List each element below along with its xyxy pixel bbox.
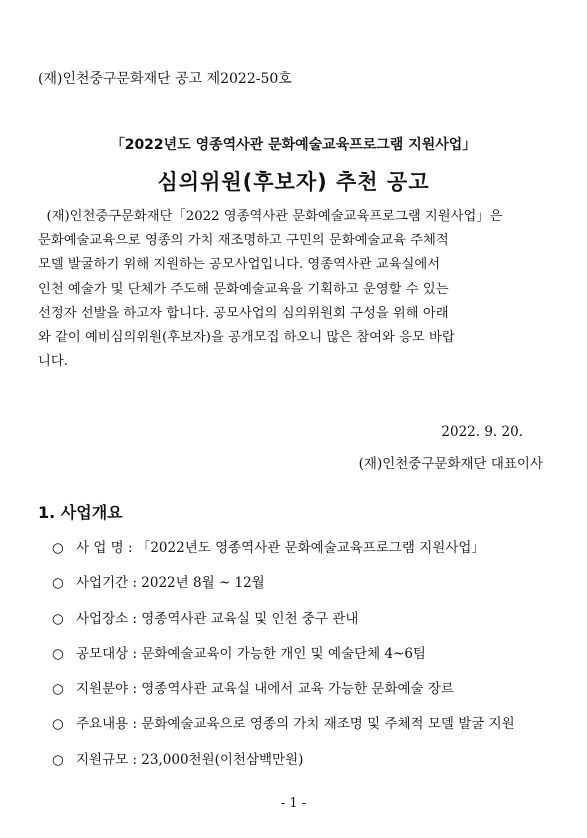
body-line: 와 같이 예비심의위원(후보자)을 공개모집 하오니 많은 참여와 응모 바랍 <box>38 329 455 345</box>
body-line: 문화예술교육으로 영종의 가치 재조명하고 구민의 문화예술교육 주체적 <box>38 233 449 249</box>
document-title: 심의위원(후보자) 추천 공고 <box>157 170 430 194</box>
section-heading: 1. 사업개요 <box>38 503 123 522</box>
list-item-text: 사업기간 : 2022년 8월 ~ 12월 <box>76 575 265 592</box>
body-line: 인천 예술가 및 단체가 주도해 문화예술교육을 기획하고 운영할 수 있는 <box>38 281 449 297</box>
list-item <box>52 707 515 742</box>
page-number: - 1 - <box>280 796 307 811</box>
circle-bullet-icon: ○ <box>52 751 64 768</box>
body-line: 모델 발굴하기 위해 지원하는 공모사업입니다. 영종역사관 교육실에서 <box>38 257 441 273</box>
overview-list <box>52 531 515 778</box>
list-item <box>52 637 515 672</box>
body-line: (재)인천중구문화재단「2022 영종역사관 문화예술교육프로그램 지원사업」은 <box>38 209 503 224</box>
circle-bullet-icon: ○ <box>52 716 64 733</box>
body-line: 니다. <box>38 354 68 370</box>
circle-bullet-icon: ○ <box>52 645 64 662</box>
circle-bullet-icon: ○ <box>52 610 64 627</box>
list-item-text: 지원분야 : 영종역사관 교육실 내에서 교육 가능한 문화예술 장르 <box>76 681 454 698</box>
circle-bullet-icon: ○ <box>52 540 64 556</box>
list-item <box>52 743 515 778</box>
announcement-body <box>38 205 553 374</box>
list-item <box>52 566 515 601</box>
notice-number: (재)인천중구문화재단 공고 제2022-50호 <box>38 71 292 87</box>
list-item-text: 사 업 명 : 「2022년도 영종역사관 문화예술교육프로그램 지원사업」 <box>76 540 485 556</box>
list-item-text: 공모대상 : 문화예술교육이 가능한 개인 및 예술단체 4~6팀 <box>76 645 426 662</box>
body-line: 선정자 선발을 하고자 합니다. 공모사업의 심의위원회 구성을 위해 아래 <box>38 305 449 321</box>
list-item <box>52 531 515 566</box>
list-item <box>52 602 515 637</box>
announcement-date: 2022. 9. 20. <box>441 424 523 440</box>
list-item <box>52 672 515 707</box>
list-item-text: 사업장소 : 영종역사관 교육실 및 인천 중구 관내 <box>76 610 359 627</box>
list-item-text: 지원규모 : 23,000천원(이천삼백만원) <box>76 751 304 768</box>
program-subtitle: 「2022년도 영종역사관 문화예술교육프로그램 지원사업」 <box>110 137 477 153</box>
circle-bullet-icon: ○ <box>52 681 64 698</box>
circle-bullet-icon: ○ <box>52 575 64 592</box>
list-item-text: 주요내용 : 문화예술교육으로 영종의 가치 재조명 및 주체적 모델 발굴 지원 <box>76 716 515 733</box>
signer: (재)인천중구문화재단 대표이사 <box>358 456 543 472</box>
